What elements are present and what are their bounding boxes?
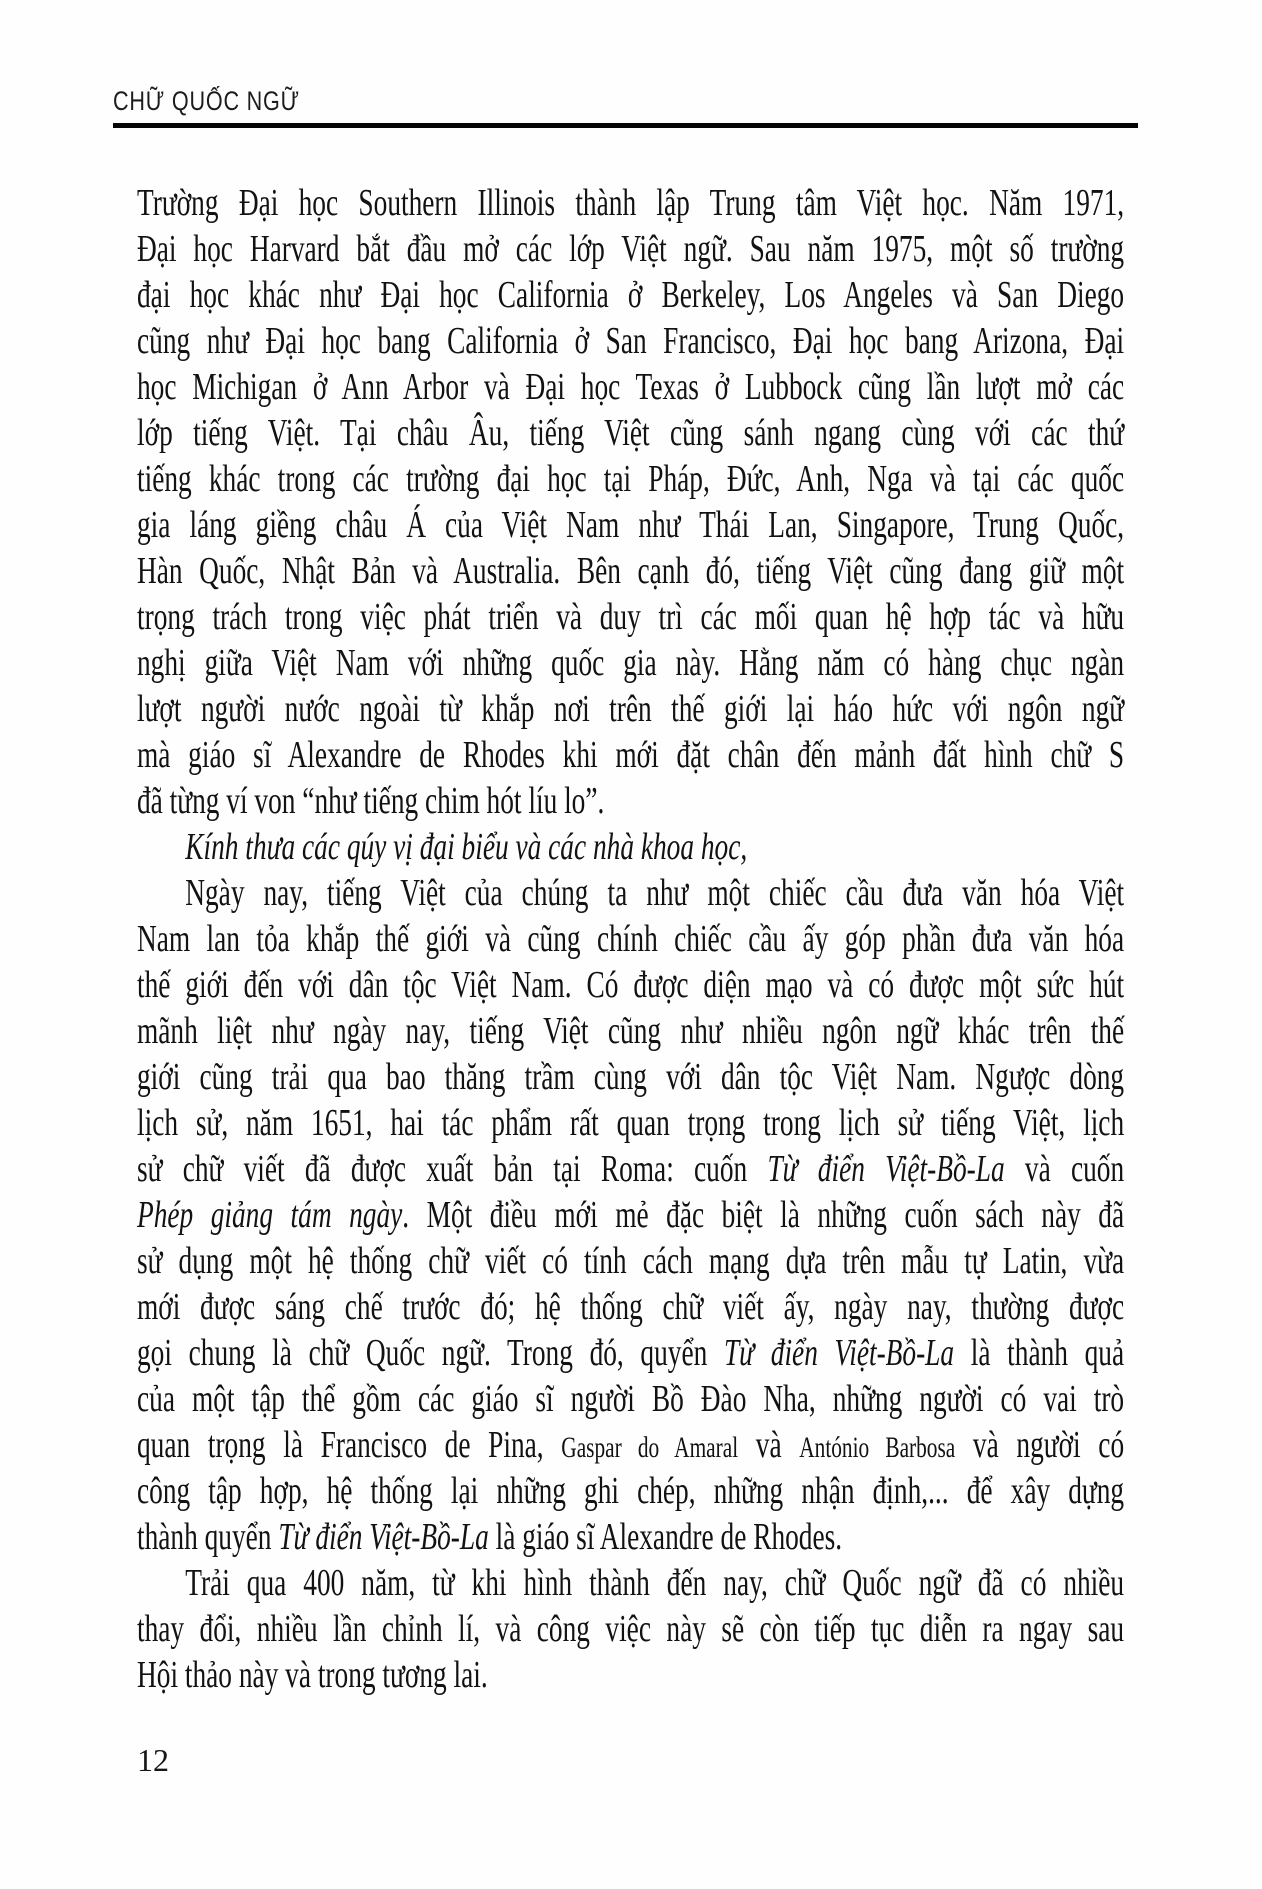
paragraph bbox=[137, 180, 1124, 824]
body-text: nghị giữa Việt Nam với những quốc gia này. Hằng năm có hàng chục ngàn bbox=[137, 642, 1125, 684]
text-line bbox=[137, 686, 1124, 732]
paragraph bbox=[137, 870, 1124, 1560]
body-text: Ngày nay, tiếng Việt của chúng ta như một chiếc cầu đưa văn hóa Việt bbox=[185, 872, 1125, 914]
body-text: mà giáo sĩ Alexandre de Rhodes khi mới đặt chân đến mảnh đất hình chữ S bbox=[137, 734, 1125, 776]
body-text: lớp tiếng Việt. Tại châu Âu, tiếng Việt cũng sánh ngang cùng với các thứ bbox=[137, 412, 1125, 454]
page-number: 12 bbox=[137, 1742, 169, 1778]
text-line bbox=[137, 962, 1124, 1008]
body-text: lượt người nước ngoài từ khắp nơi trên thế giới lại háo hức với ngôn ngữ bbox=[137, 688, 1125, 730]
text-line bbox=[137, 1376, 1124, 1422]
body-text: tiếng khác trong các trường đại học tại Pháp, Đức, Anh, Nga và tại các quốc bbox=[137, 458, 1125, 500]
text-line bbox=[137, 594, 1124, 640]
italic-text: Phép giảng tám ngày bbox=[137, 1194, 403, 1236]
body-text: Trường Đại học Southern Illinois thành lập Trung tâm Việt học. Năm 1971, bbox=[137, 182, 1125, 224]
body-text: của một tập thể gồm các giáo sĩ người Bồ Đào Nha, những người có vai trò bbox=[137, 1378, 1125, 1420]
header-rule bbox=[113, 123, 1138, 128]
body-text: công tập hợp, hệ thống lại những ghi chép, những nhận định,... để xây dựng bbox=[137, 1470, 1125, 1512]
body-text: quan trọng là Francisco de Pina, bbox=[137, 1424, 562, 1466]
italic-text: Từ điển Việt-Bồ-La bbox=[278, 1516, 489, 1558]
body-text: học Michigan ở Ann Arbor và Đại học Texas ở Lubbock cũng lần lượt mở các bbox=[137, 366, 1125, 408]
text-line bbox=[137, 1514, 1124, 1560]
italic-text: Kính thưa các qúy vị đại biểu và các nhà khoa học, bbox=[185, 826, 748, 868]
text-line bbox=[137, 870, 1124, 916]
text-line bbox=[137, 1284, 1124, 1330]
text-body bbox=[137, 180, 1124, 1698]
text-line bbox=[137, 1238, 1124, 1284]
text-line bbox=[137, 1560, 1124, 1606]
body-text: thành quyển bbox=[137, 1516, 279, 1558]
body-text: Hàn Quốc, Nhật Bản và Australia. Bên cạnh đó, tiếng Việt cũng đang giữ một bbox=[137, 550, 1125, 592]
body-text: đại học khác như Đại học California ở Berkeley, Los Angeles và San Diego bbox=[137, 274, 1125, 316]
body-text: là giáo sĩ Alexandre de Rhodes. bbox=[488, 1516, 843, 1558]
body-text: và bbox=[738, 1424, 800, 1466]
body-text: trọng trách trong việc phát triển và duy trì các mối quan hệ hợp tác và hữu bbox=[137, 596, 1125, 638]
text-line bbox=[137, 824, 1124, 870]
small-text: Gaspar do Amaral bbox=[561, 1432, 739, 1464]
body-text: Nam lan tỏa khắp thế giới và cũng chính chiếc cầu ấy góp phần đưa văn hóa bbox=[137, 918, 1125, 960]
italic-text: Từ điển Việt-Bồ-La bbox=[767, 1148, 1005, 1190]
body-text: gọi chung là chữ Quốc ngữ. Trong đó, quyển bbox=[137, 1332, 724, 1374]
body-text: và người có bbox=[955, 1424, 1125, 1466]
running-header-title: CHỮ QUỐC NGỮ bbox=[113, 86, 300, 116]
body-text: mới được sáng chế trước đó; hệ thống chữ viết ấy, ngày nay, thường được bbox=[137, 1286, 1125, 1328]
body-text: . Một điều mới mẻ đặc biệt là những cuốn sách này đã bbox=[402, 1194, 1125, 1236]
text-line bbox=[137, 318, 1124, 364]
text-line bbox=[137, 1146, 1124, 1192]
text-line bbox=[137, 456, 1124, 502]
text-line bbox=[137, 410, 1124, 456]
text-line bbox=[137, 916, 1124, 962]
text-line bbox=[137, 1100, 1124, 1146]
text-line bbox=[137, 778, 1124, 824]
body-text: cũng như Đại học bang California ở San Francisco, Đại học bang Arizona, Đại bbox=[137, 320, 1125, 362]
body-text: mãnh liệt như ngày nay, tiếng Việt cũng như nhiều ngôn ngữ khác trên thế bbox=[137, 1010, 1125, 1052]
small-text: António Barbosa bbox=[799, 1432, 956, 1464]
body-text: sử dụng một hệ thống chữ viết có tính cách mạng dựa trên mẫu tự Latin, vừa bbox=[137, 1240, 1125, 1282]
text-line bbox=[137, 502, 1124, 548]
body-text: gia láng giềng châu Á của Việt Nam như Thái Lan, Singapore, Trung Quốc, bbox=[137, 504, 1125, 546]
body-text: sử chữ viết đã được xuất bản tại Roma: cuốn bbox=[137, 1148, 768, 1190]
paragraph bbox=[137, 1560, 1124, 1698]
text-line bbox=[137, 548, 1124, 594]
italic-text: Từ điển Việt-Bồ-La bbox=[723, 1332, 955, 1374]
paragraph bbox=[137, 824, 1124, 870]
body-text: đã từng ví von “như tiếng chim hót líu lo”. bbox=[137, 780, 605, 822]
text-line bbox=[137, 226, 1124, 272]
text-line bbox=[137, 1008, 1124, 1054]
text-line bbox=[137, 180, 1124, 226]
text-line bbox=[137, 272, 1124, 318]
body-text: thay đổi, nhiều lần chỉnh lí, và công việc này sẽ còn tiếp tục diễn ra ngay sau bbox=[137, 1608, 1125, 1650]
text-line bbox=[137, 732, 1124, 778]
text-line bbox=[137, 1330, 1124, 1376]
text-line bbox=[137, 1652, 1124, 1698]
text-line bbox=[137, 1606, 1124, 1652]
running-header bbox=[113, 86, 347, 116]
text-line bbox=[137, 1422, 1124, 1468]
body-text: lịch sử, năm 1651, hai tác phẩm rất quan trọng trong lịch sử tiếng Việt, lịch bbox=[137, 1102, 1125, 1144]
body-text: Hội thảo này và trong tương lai. bbox=[137, 1654, 488, 1696]
body-text: và cuốn bbox=[1004, 1148, 1125, 1190]
text-line bbox=[137, 1468, 1124, 1514]
body-text: Đại học Harvard bắt đầu mở các lớp Việt ngữ. Sau năm 1975, một số trường bbox=[137, 228, 1125, 270]
text-line bbox=[137, 1054, 1124, 1100]
body-text: là thành quả bbox=[954, 1332, 1125, 1374]
text-line bbox=[137, 640, 1124, 686]
text-line bbox=[137, 364, 1124, 410]
body-text: giới cũng trải qua bao thăng trầm cùng với dân tộc Việt Nam. Ngược dòng bbox=[137, 1056, 1125, 1098]
body-text: Trải qua 400 năm, từ khi hình thành đến nay, chữ Quốc ngữ đã có nhiều bbox=[185, 1562, 1125, 1604]
body-text: thế giới đến với dân tộc Việt Nam. Có được diện mạo và có được một sức hút bbox=[137, 964, 1125, 1006]
text-line bbox=[137, 1192, 1124, 1238]
